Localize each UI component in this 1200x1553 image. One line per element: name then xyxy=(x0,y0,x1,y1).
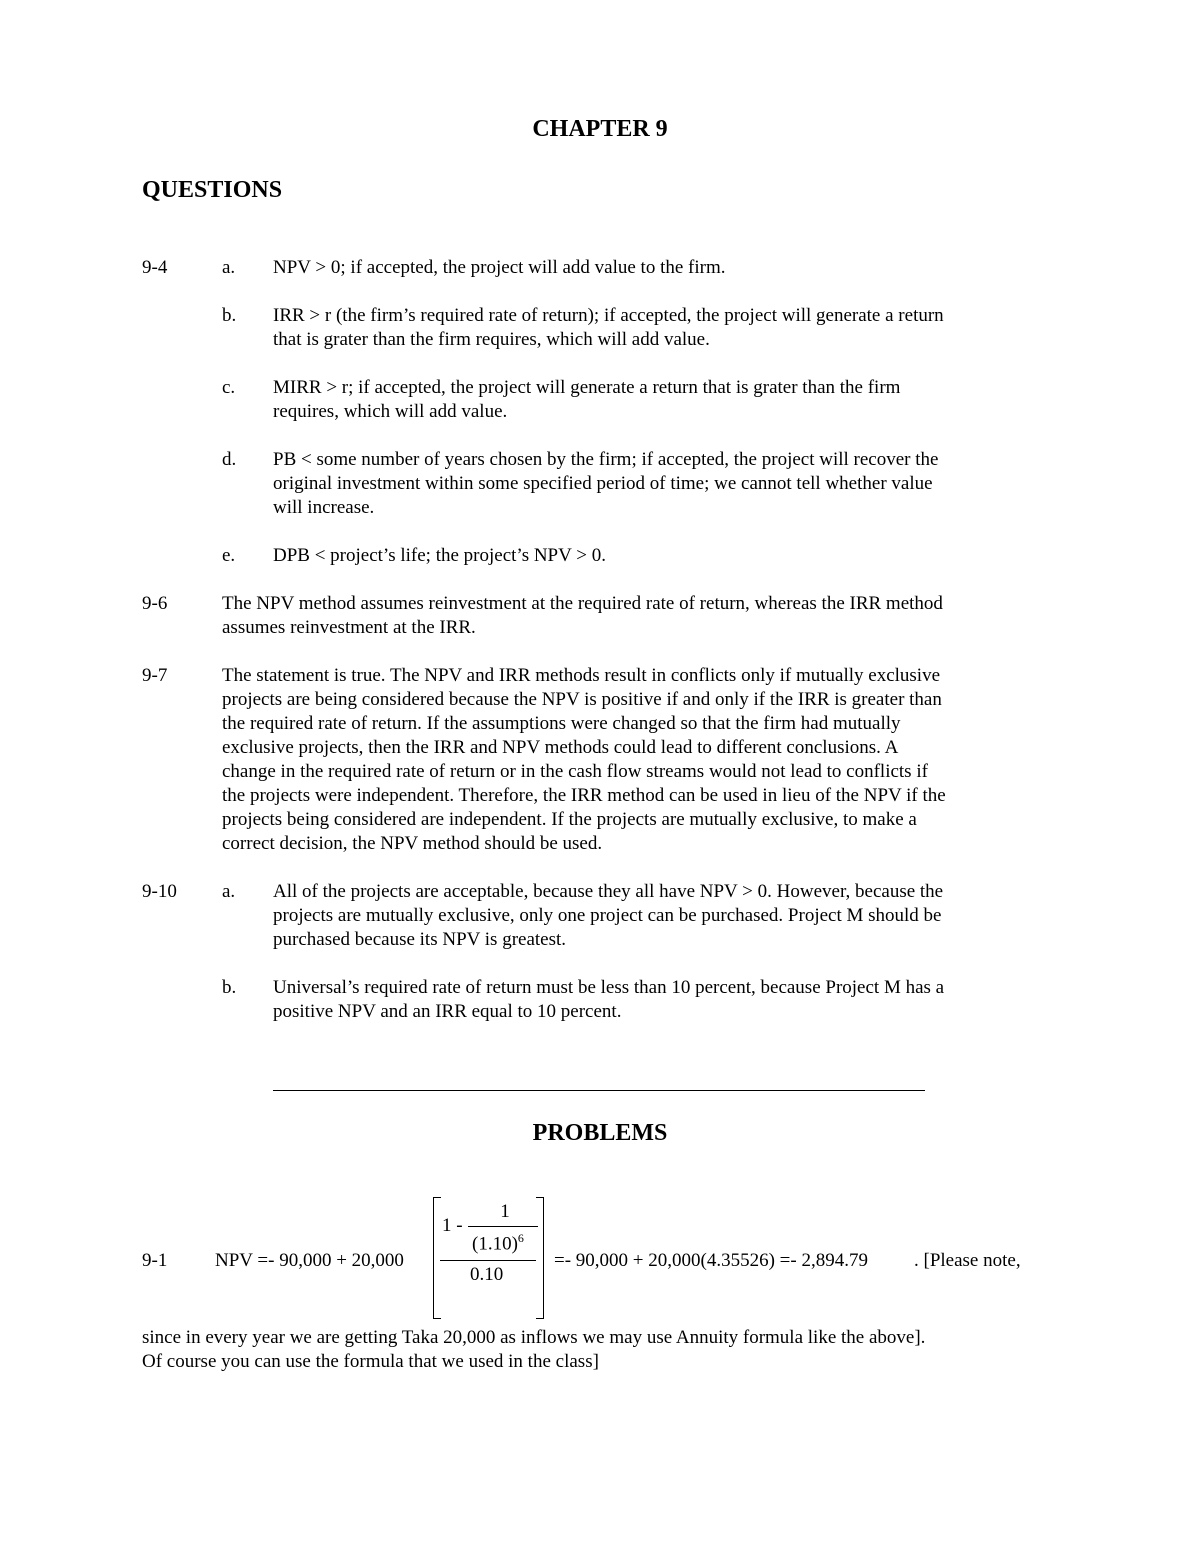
inner-numerator: 1 xyxy=(500,1201,510,1222)
inner-fraction-bar xyxy=(468,1226,538,1227)
page-title: CHAPTER 9 xyxy=(532,116,668,142)
answer-line: correct decision, the NPV method should be used. xyxy=(222,833,603,854)
answer-line: will increase. xyxy=(273,497,375,518)
answer-line: The statement is true. The NPV and IRR methods result in conflicts only if mutually exclusive xyxy=(222,665,941,686)
note-line: Of course you can use the formula that we used in the class] xyxy=(142,1351,599,1372)
answer-line: assumes reinvestment at the IRR. xyxy=(222,617,476,638)
answer-line: the required rate of return. If the assumptions were changed so that the firm had mutually xyxy=(222,713,901,734)
inner-denominator: $(1.10)^6$ xyxy=(472,1231,524,1255)
item-letter: b. xyxy=(222,305,237,326)
answer-line: the projects were independent. Therefore, the IRR method can be used in lieu of the NPV if the xyxy=(222,785,946,806)
answer-text: NPV > 0; if accepted, the project will add value to the firm. xyxy=(273,257,726,278)
main-denominator: 0.10 xyxy=(470,1264,504,1285)
note-start: . [Please note, xyxy=(914,1250,1021,1271)
item-letter: a. xyxy=(222,881,236,902)
formula-bracket-right xyxy=(536,1197,544,1319)
answer-line: The NPV method assumes reinvestment at the required rate of return, whereas the IRR method xyxy=(222,593,943,614)
main-fraction-bar xyxy=(440,1260,536,1261)
item-letter: d. xyxy=(222,449,237,470)
answer-line: projects are being considered because the NPV is positive if and only if the IRR is greater than xyxy=(222,689,942,710)
question-number: 9-6 xyxy=(142,593,168,614)
formula-one-minus: 1 - xyxy=(442,1215,463,1236)
answer-line: change in the required rate of return or in the cash flow streams would not lead to conflicts if xyxy=(222,761,928,782)
answer-line: original investment within some specified period of time; we cannot tell whether value xyxy=(273,473,933,494)
item-letter: a. xyxy=(222,257,236,278)
answer-line: that is grater than the firm requires, which will add value. xyxy=(273,329,710,350)
question-number: 9-4 xyxy=(142,257,168,278)
answer-line: requires, which will add value. xyxy=(273,401,508,422)
problem-number: 9-1 xyxy=(142,1250,168,1271)
item-letter: b. xyxy=(222,977,237,998)
problems-heading: PROBLEMS xyxy=(532,1120,668,1146)
answer-line: purchased because its NPV is greatest. xyxy=(273,929,567,950)
question-number: 9-7 xyxy=(142,665,168,686)
answer-line: projects being considered are independent. If the projects are mutually exclusive, to make a xyxy=(222,809,917,830)
questions-heading: QUESTIONS xyxy=(142,177,283,203)
question-number: 9-10 xyxy=(142,881,177,902)
formula-lhs: NPV =- 90,000 + 20,000 xyxy=(215,1250,404,1271)
note-line: since in every year we are getting Taka 20,000 as inflows we may use Annuity formula like the above]. xyxy=(142,1327,926,1348)
formula-bracket-left xyxy=(433,1197,441,1319)
item-letter: c. xyxy=(222,377,236,398)
formula-rhs: =- 90,000 + 20,000(4.35526) =- 2,894.79 xyxy=(554,1250,868,1271)
answer-line: positive NPV and an IRR equal to 10 percent. xyxy=(273,1001,622,1022)
answer-text: DPB < project’s life; the project’s NPV > 0. xyxy=(273,545,606,566)
section-divider xyxy=(273,1090,925,1091)
exponent: 6 xyxy=(517,1231,524,1245)
answer-line: Universal’s required rate of return must be less than 10 percent, because Project M has a xyxy=(273,977,945,998)
answer-line: projects are mutually exclusive, only one project can be purchased. Project M should be xyxy=(273,905,942,926)
answer-line: PB < some number of years chosen by the firm; if accepted, the project will recover the xyxy=(273,449,939,470)
answer-line: exclusive projects, then the IRR and NPV methods could lead to different conclusions. A xyxy=(222,737,899,758)
item-letter: e. xyxy=(222,545,236,566)
answer-line: IRR > r (the firm’s required rate of return); if accepted, the project will generate a return xyxy=(273,305,944,326)
answer-line: All of the projects are acceptable, because they all have NPV > 0. However, because the xyxy=(273,881,944,902)
answer-line: MIRR > r; if accepted, the project will generate a return that is grater than the firm xyxy=(273,377,901,398)
